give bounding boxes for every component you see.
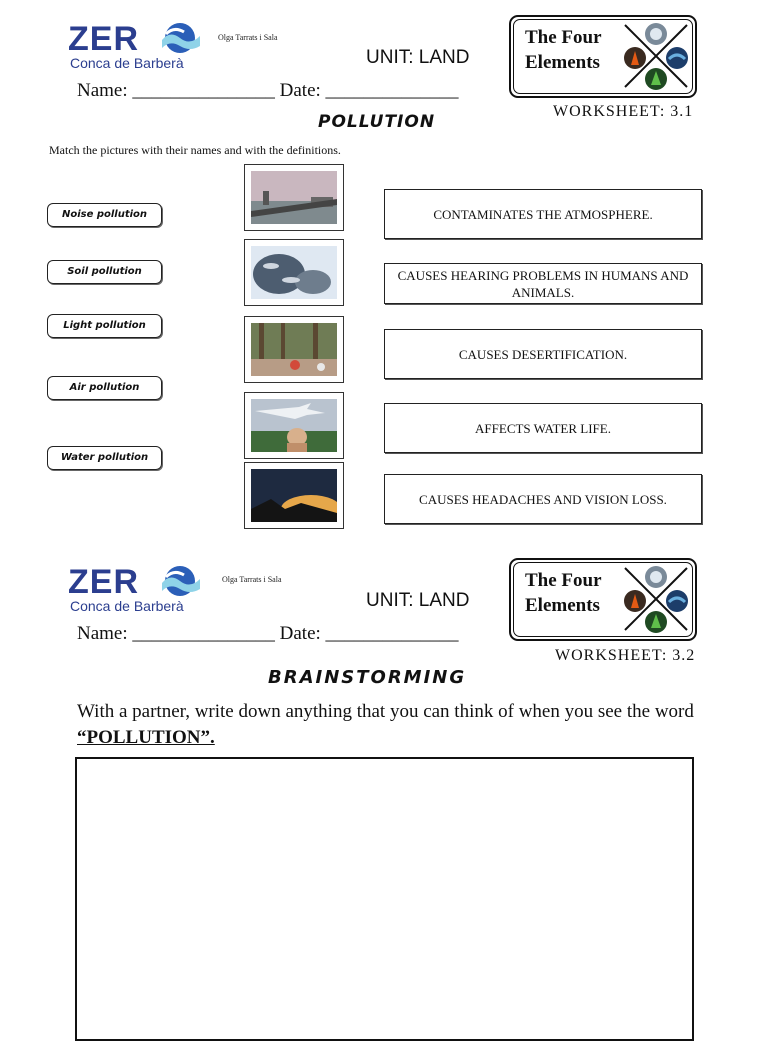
elements-icon-2 — [621, 564, 691, 634]
label-soil-pollution: Soil pollution — [47, 260, 162, 284]
four-elements-badge — [509, 15, 697, 98]
author: Olga Tarrats i Sala — [218, 33, 278, 42]
pollution-title: POLLUTION — [318, 112, 436, 132]
four-elements-badge-2 — [509, 558, 697, 641]
definition-3: CAUSES DESERTIFICATION. — [384, 329, 702, 379]
author-2: Olga Tarrats i Sala — [222, 575, 282, 584]
name-date-line: Name: _______________ Date: ______________ — [77, 80, 459, 101]
definition-4: AFFECTS WATER LIFE. — [384, 403, 702, 453]
picture-smog-factory — [244, 164, 344, 231]
four-elements-line1-2: The Four — [525, 570, 602, 591]
picture-dead-fish — [244, 239, 344, 306]
logo-word-2: ZER — [68, 563, 139, 601]
four-elements-line1: The Four — [525, 27, 602, 48]
definition-1: CONTAMINATES THE ATMOSPHERE. — [384, 189, 702, 239]
picture-dump-forest — [244, 316, 344, 383]
four-elements-line2: Elements — [525, 52, 600, 73]
unit-title: UNIT: LAND — [366, 47, 470, 68]
worksheet-number: WORKSHEET: 3.1 — [553, 103, 694, 120]
worksheet-2-header — [0, 545, 768, 675]
wave-icon — [156, 22, 204, 54]
label-light-pollution: Light pollution — [47, 314, 162, 338]
name-date-line-2: Name: _______________ Date: ______________ — [77, 623, 459, 644]
four-elements-line2-2: Elements — [525, 595, 600, 616]
worksheet-number-2: WORKSHEET: 3.2 — [555, 647, 696, 664]
zer-logo-2 — [68, 563, 184, 614]
definition-2: CAUSES HEARING PROBLEMS IN HUMANS AND ANIMALS. — [384, 263, 702, 304]
label-noise-pollution: Noise pollution — [47, 203, 162, 227]
logo-subtitle: Conca de Barberà — [70, 55, 184, 71]
label-water-pollution: Water pollution — [47, 446, 162, 470]
brainstorming-title: BRAINSTORMING — [268, 667, 467, 688]
brainstorm-instruction — [77, 699, 707, 751]
pollution-keyword: “POLLUTION”. — [77, 727, 215, 748]
definition-5: CAUSES HEADACHES AND VISION LOSS. — [384, 474, 702, 524]
picture-airplane-noise — [244, 392, 344, 459]
brainstorm-answer-box[interactable] — [75, 757, 694, 1041]
unit-title-2: UNIT: LAND — [366, 590, 470, 611]
logo-word: ZER — [68, 20, 139, 58]
wave-icon-2 — [156, 565, 204, 597]
label-air-pollution: Air pollution — [47, 376, 162, 400]
instruction: Match the pictures with their names and with the definitions. — [49, 143, 341, 157]
instruction-text: With a partner, write down anything that you can think of when you see the word — [77, 701, 694, 722]
zer-logo — [68, 20, 184, 71]
picture-city-lights — [244, 462, 344, 529]
elements-icon — [621, 21, 691, 91]
logo-subtitle-2: Conca de Barberà — [70, 598, 184, 614]
